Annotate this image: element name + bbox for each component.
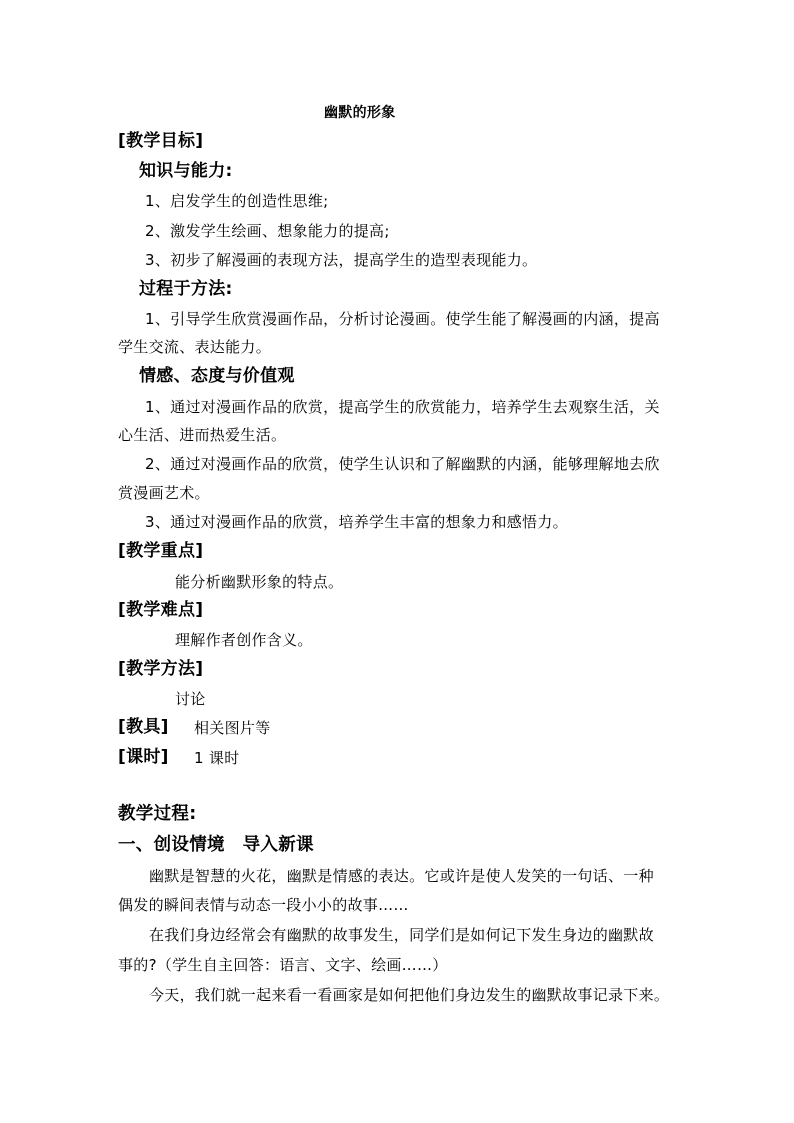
emotion-heading: 情感、态度与价值观 — [139, 366, 295, 386]
methods-heading: [教学方法] — [118, 659, 204, 679]
paragraph-line: 在我们身边经常会有幽默的故事发生，同学们是如何记下发生身边的幽默故 — [149, 926, 654, 944]
paragraph-line: 事的?（学生自主回答：语言、文字、绘画……） — [118, 956, 448, 974]
hours-heading: [课时] — [118, 747, 169, 767]
process-heading: 教学过程: — [118, 804, 197, 824]
paragraph-line: 3、通过对漫画作品的欣赏，培养学生丰富的想象力和感悟力。 — [145, 513, 568, 531]
paragraph-line: 心生活、进而热爱生活。 — [118, 426, 287, 444]
tools-text: 相关图片等 — [194, 719, 271, 737]
knowledge-item: 2、激发学生绘画、想象能力的提高; — [145, 222, 390, 240]
paragraph-line: 2、通过对漫画作品的欣赏，使学生认识和了解幽默的内涵，能够理解地去欣 — [145, 455, 660, 473]
document-title: 幽默的形象 — [324, 105, 396, 121]
paragraph-line: 1、通过对漫画作品的欣赏，提高学生的欣赏能力，培养学生去观察生活，关 — [145, 398, 660, 416]
difficulties-heading: [教学难点] — [118, 600, 204, 620]
knowledge-heading: 知识与能力: — [139, 161, 233, 181]
paragraph-line: 赏漫画艺术。 — [118, 484, 210, 502]
methods-text: 讨论 — [175, 690, 206, 708]
paragraph-line: 偶发的瞬间表情与动态一段小小的故事…… — [118, 896, 409, 914]
paragraph-line: 学生交流、表达能力。 — [118, 338, 272, 356]
process-method-heading: 过程于方法: — [139, 279, 233, 299]
paragraph-line: 幽默是智慧的火花，幽默是情感的表达。它或许是使人发笑的一句话、一种 — [149, 867, 654, 885]
paragraph-line: 1、引导学生欣赏漫画作品，分析讨论漫画。使学生能了解漫画的内涵，提高 — [145, 310, 660, 328]
key-points-text: 能分析幽默形象的特点。 — [175, 573, 344, 591]
key-points-heading: [教学重点] — [118, 541, 204, 561]
paragraph-line: 今天，我们就一起来看一看画家是如何把他们身边发生的幽默故事记录下来。 — [149, 986, 670, 1004]
knowledge-item: 3、初步了解漫画的表现方法，提高学生的造型表现能力。 — [145, 251, 538, 269]
section-heading: 一、创设情境 导入新课 — [118, 835, 314, 855]
difficulties-text: 理解作者创作含义。 — [175, 631, 313, 649]
hours-text: 1 课时 — [194, 749, 240, 767]
objectives-heading: [教学目标] — [118, 131, 204, 151]
knowledge-item: 1、启发学生的创造性思维; — [145, 192, 329, 210]
tools-heading: [教具] — [118, 717, 169, 737]
